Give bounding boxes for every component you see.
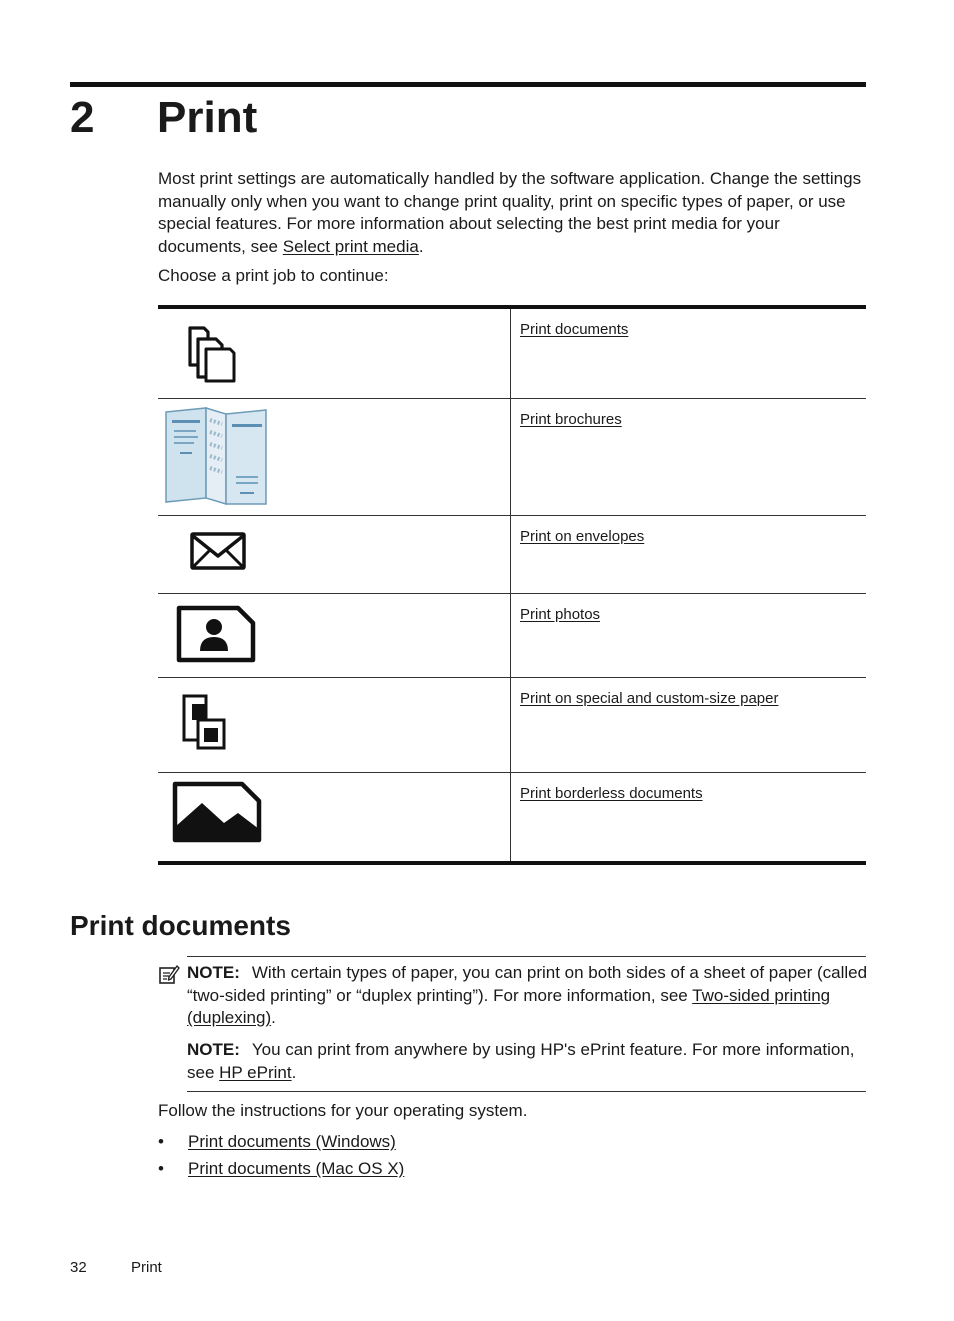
section-title: Print documents (70, 910, 291, 941)
table-row (158, 516, 866, 594)
envelope-icon (190, 532, 246, 572)
print-custom-size-paper-link[interactable]: Print on special and custom-size paper (520, 690, 779, 707)
intro-end: . (418, 236, 424, 256)
print-documents-mac-link[interactable]: Print documents (Mac OS X) (188, 1159, 405, 1178)
custom-size-paper-icon (182, 694, 228, 750)
print-job-table (158, 305, 866, 865)
print-on-envelopes-link[interactable]: Print on envelopes (520, 528, 645, 545)
table-row (158, 678, 866, 773)
intro-paragraph (158, 168, 870, 258)
note-icon (158, 963, 180, 985)
chapter-top-rule (70, 82, 866, 87)
print-borderless-documents-link[interactable]: Print borderless documents (520, 785, 703, 802)
note-label: NOTE: (187, 963, 240, 982)
borderless-document-icon (172, 781, 262, 843)
table-row (158, 773, 866, 861)
documents-icon (186, 325, 236, 383)
photo-icon (176, 605, 256, 663)
note-end: . (291, 1062, 297, 1082)
note-label: NOTE: (187, 1040, 240, 1059)
note-eprint (187, 1039, 869, 1084)
print-documents-link[interactable]: Print documents (520, 321, 629, 338)
table-row (158, 399, 866, 516)
note-text: You can print from anywhere by using HP's ePrint feature. For more information, see (187, 1040, 855, 1082)
bullet: • (158, 1132, 164, 1151)
print-brochures-link[interactable]: Print brochures (520, 411, 622, 428)
follow-instructions-text: Follow the instructions for your operating system. (158, 1101, 528, 1120)
print-photos-link[interactable]: Print photos (520, 606, 601, 623)
note-text: With certain types of paper, you can print on both sides of a sheet of paper (called “two-sided printing” or “duplex printing”). For more information, see (187, 963, 868, 1005)
note-duplex (187, 962, 869, 1030)
hp-eprint-link[interactable]: HP ePrint (219, 1062, 292, 1082)
print-documents-windows-link[interactable]: Print documents (Windows) (188, 1132, 396, 1151)
brochure-icon (164, 406, 268, 508)
note-bottom-rule (187, 1091, 866, 1092)
bullet: • (158, 1159, 164, 1178)
page-number: 32 (70, 1259, 87, 1276)
intro-text: Most print settings are automatically handled by the software application. Change the settings manually only when you want to change print quality, print on specific types of paper, or use special features. For more information about selecting the best print media for your documents, see (158, 169, 862, 256)
note-end: . (271, 1008, 276, 1027)
chapter-title: Print (157, 93, 258, 142)
two-sided-printing-link[interactable]: Two-sided printing (duplexing) (187, 985, 831, 1027)
note-top-rule (187, 956, 866, 957)
table-bottom-rule (158, 861, 866, 865)
select-print-media-link[interactable]: Select print media (282, 236, 419, 256)
footer-section: Print (131, 1259, 162, 1276)
table-row (158, 594, 866, 678)
table-row (158, 309, 866, 399)
choose-job-text: Choose a print job to continue: (158, 266, 389, 285)
chapter-number: 2 (70, 93, 95, 142)
